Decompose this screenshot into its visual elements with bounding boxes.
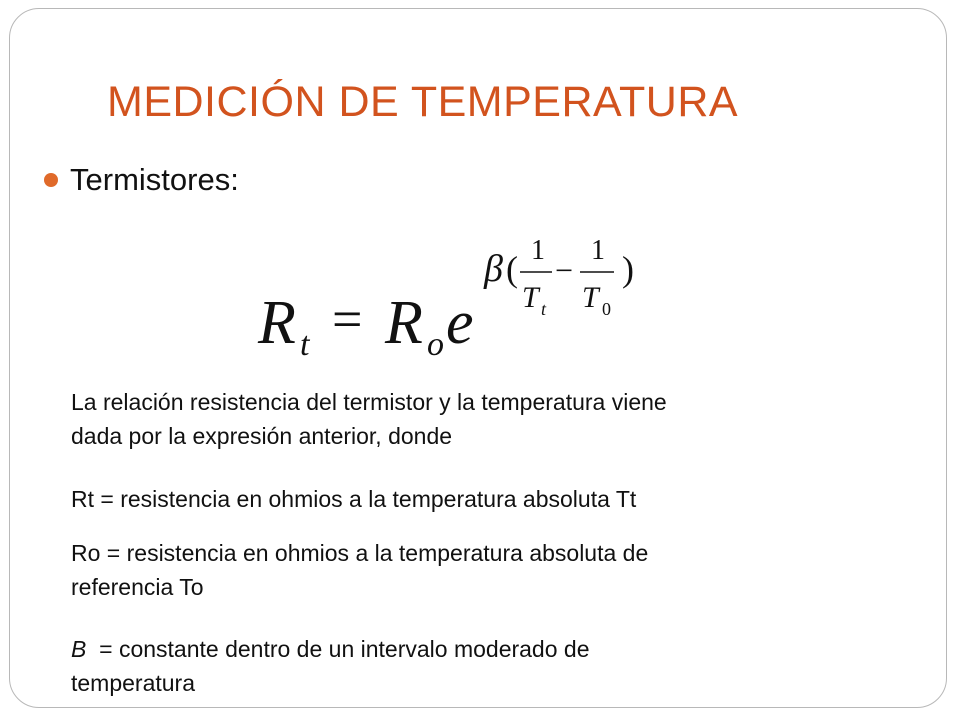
formula-one-a: 1 (531, 235, 545, 266)
formula-svg (250, 225, 670, 375)
bullet-text: Termistores: (70, 162, 239, 197)
formula-minus: − (555, 252, 574, 288)
formula-close-paren: ) (622, 249, 634, 289)
formula-lhs-sub: t (300, 326, 310, 363)
formula-lhs-r: R (258, 289, 296, 357)
ro-line-1: Ro = resistencia en ohmios a la temperatura absoluta de (71, 540, 649, 566)
b-line-1-rest: = constante dentro de un intervalo moderado de (86, 636, 590, 662)
intro-paragraph (71, 385, 871, 453)
slide-title: MEDICIÓN DE TEMPERATURA (107, 78, 739, 126)
formula-e: e (446, 289, 474, 357)
formula-den-b-sub: 0 (602, 299, 611, 319)
b-line-2: temperatura (71, 670, 196, 696)
formula-rhs-sub: o (427, 326, 444, 363)
formula-den-a-t: T (522, 281, 539, 314)
intro-line-2: dada por la expresión anterior, donde (71, 423, 453, 449)
ro-line-2: referencia To (71, 574, 204, 600)
ro-definition (71, 536, 871, 604)
thermistor-formula (250, 225, 670, 380)
b-symbol: B (71, 636, 87, 662)
formula-open-paren: ( (506, 249, 518, 289)
formula-den-a-sub: t (541, 299, 547, 319)
bullet-item (44, 162, 239, 198)
rt-definition: Rt = resistencia en ohmios a la temperatura absoluta Tt (71, 486, 637, 512)
formula-equals: = (332, 289, 363, 349)
b-definition (71, 632, 871, 700)
intro-line-1: La relación resistencia del termistor y la temperatura viene (71, 389, 667, 415)
formula-den-b-t: T (582, 281, 599, 314)
formula-one-b: 1 (591, 235, 605, 266)
formula-beta: β (484, 248, 503, 290)
bullet-dot-icon (44, 173, 58, 187)
formula-rhs-r: R (385, 289, 423, 357)
b-line-1 (71, 632, 871, 666)
